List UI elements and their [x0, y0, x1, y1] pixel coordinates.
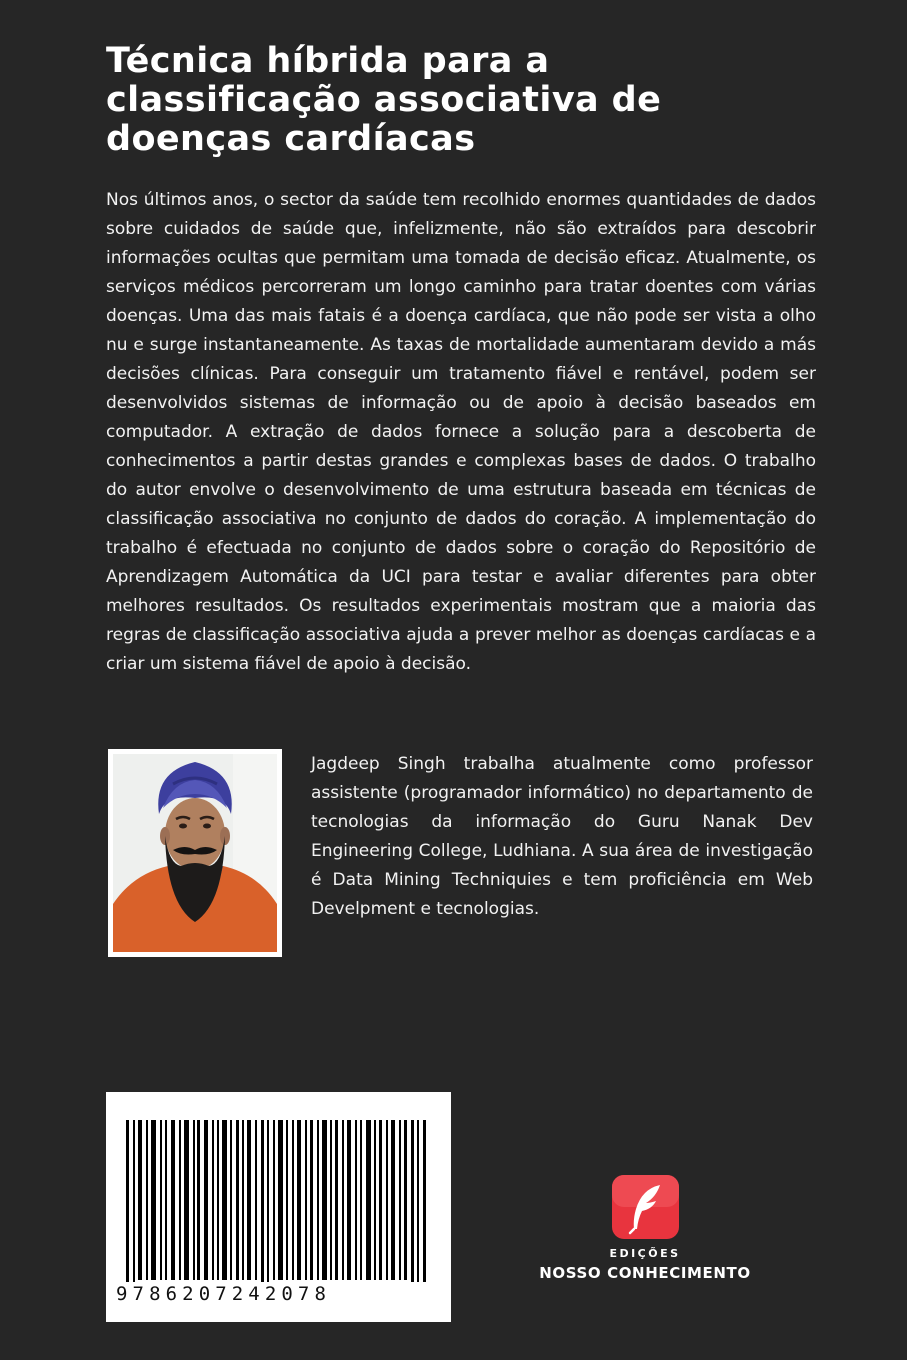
author-bio: Jagdeep Singh trabalha atualmente como professor assistente (programador informático) no departamento de tecnologias da informação do Guru Nanak Dev Engineering College, Ludhiana. A sua área de investigação é Data Mining Techniquies e tem proficiência em Web Develpment e tecnologias.: [311, 754, 813, 919]
barcode-bars: [106, 1092, 451, 1282]
author-portrait-icon: [113, 754, 277, 952]
publisher-label: EDIÇÕES: [609, 1247, 681, 1260]
publisher-name: NOSSO CONHECIMENTO: [539, 1264, 751, 1282]
feather-icon: [612, 1175, 679, 1239]
barcode: [106, 1092, 451, 1322]
book-title: Técnica híbrida para a classificação associativa de doenças cardíacas: [106, 41, 662, 159]
barcode-isbn: 9786207242078: [116, 1283, 332, 1305]
author-photo: [108, 749, 282, 957]
book-description: Nos últimos anos, o sector da saúde tem recolhido enormes quantidades de dados sobre cuidados de saúde que, infelizmente, não são extraídos para descobrir informações ocultas que permitam uma tomada de decisão eficaz. Atualmente, os serviços médicos percorreram um longo caminho para tratar doentes com várias doenças. Uma das mais fatais é a doença cardíaca, que não pode ser vista a olho nu e surge instantaneamente. As taxas de mortalidade aumentaram devido a más decisões clínicas. Para conseguir um tratamento fiável e rentável, podem ser desenvolvidos sistemas de informação ou de apoio à decisão baseados em computador. A extração de dados fornece a solução para a descoberta de conhecimentos a partir destas grandes e complexas bases de dados. O trabalho do autor envolve o desenvolvimento de uma estrutura baseada em técnicas de classificação associativa no conjunto de dados do coração. A implementação do trabalho é efectuada no conjunto de dados sobre o coração do Repositório de Aprendizagem Automática da UCI para testar e avaliar diferentes para obter melhores resultados. Os resultados experimentais mostram que a maioria das regras de classificação associativa ajuda a prever melhor as doenças cardíacas e a criar um sistema fiável de apoio à decisão.: [106, 190, 816, 674]
